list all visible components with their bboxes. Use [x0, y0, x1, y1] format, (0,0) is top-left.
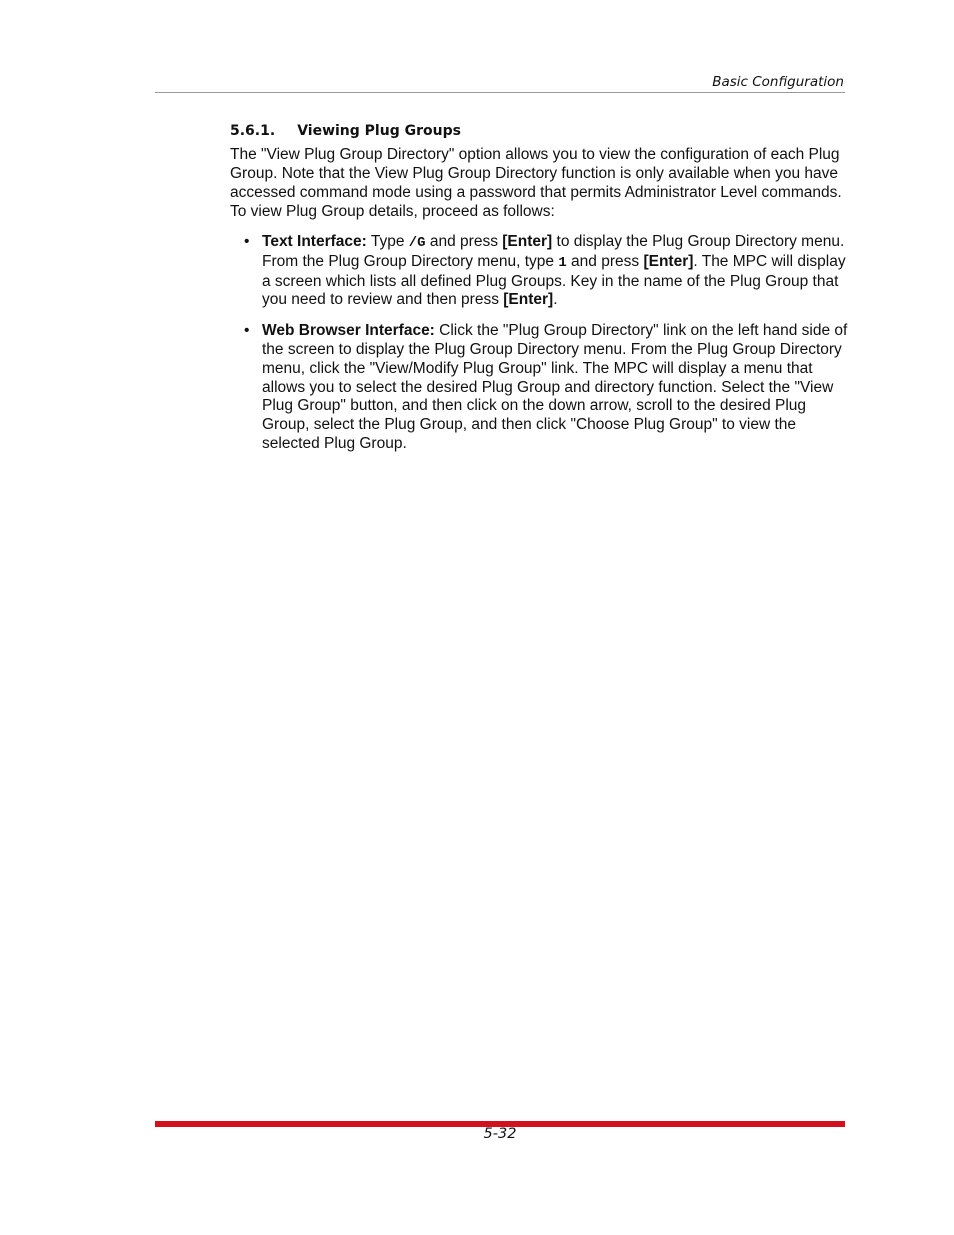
item-label: Web Browser Interface:: [262, 322, 435, 340]
bullet-icon: •: [244, 233, 250, 250]
page-number: 5-32: [483, 1126, 517, 1142]
header-divider: [155, 92, 845, 93]
item-text: Type: [366, 233, 409, 250]
item-label: Text Interface:: [262, 233, 367, 250]
list-item-web-interface: [244, 322, 848, 454]
command-text: 1: [558, 254, 567, 271]
item-text: to display the Plug Group Directory menu. From the Plug Group Directory menu, type: [262, 233, 845, 270]
procedure-list: [244, 233, 848, 454]
list-item-text-interface: [244, 233, 848, 310]
key-text: [Enter]: [502, 233, 553, 250]
section-heading: [230, 123, 461, 139]
item-text: and press: [425, 233, 503, 250]
section-number: 5.6.1.: [230, 123, 276, 139]
item-text: and press: [566, 252, 644, 270]
key-text: [Enter]: [503, 291, 554, 309]
section-title: Viewing Plug Groups: [297, 123, 461, 139]
running-header: Basic Configuration: [712, 74, 844, 90]
command-text: /G: [408, 235, 426, 251]
item-text: Click the "Plug Group Directory" link on the left hand side of the screen to display the Plug Group Directory menu. From the Plug Group Directory menu, click the "View/Modify Plug Group" link. The MPC will display a menu that allows you to select the desired Plug Group and directory function. Select the "View Plug Group" button, and then click on the down arrow, scroll to the desired Plug Group, select the Plug Group, and then click "Choose Plug Group" to view the selected Plug Group.: [262, 322, 848, 452]
intro-paragraph: The "View Plug Group Directory" option allows you to view the configuration of each Plug Group. Note that the View Plug Group Directory function is only available when you have accessed command mode using a password that permits Administrator Level commands. To view Plug Group details, proceed as follows:: [230, 146, 842, 220]
item-text: .: [553, 291, 558, 309]
key-text: [Enter]: [643, 252, 694, 270]
item-text: . The MPC will display a screen which lists all defined Plug Groups. Key in the name of the Plug Group that you need to review and then press: [262, 252, 846, 309]
bullet-icon: •: [244, 322, 250, 340]
